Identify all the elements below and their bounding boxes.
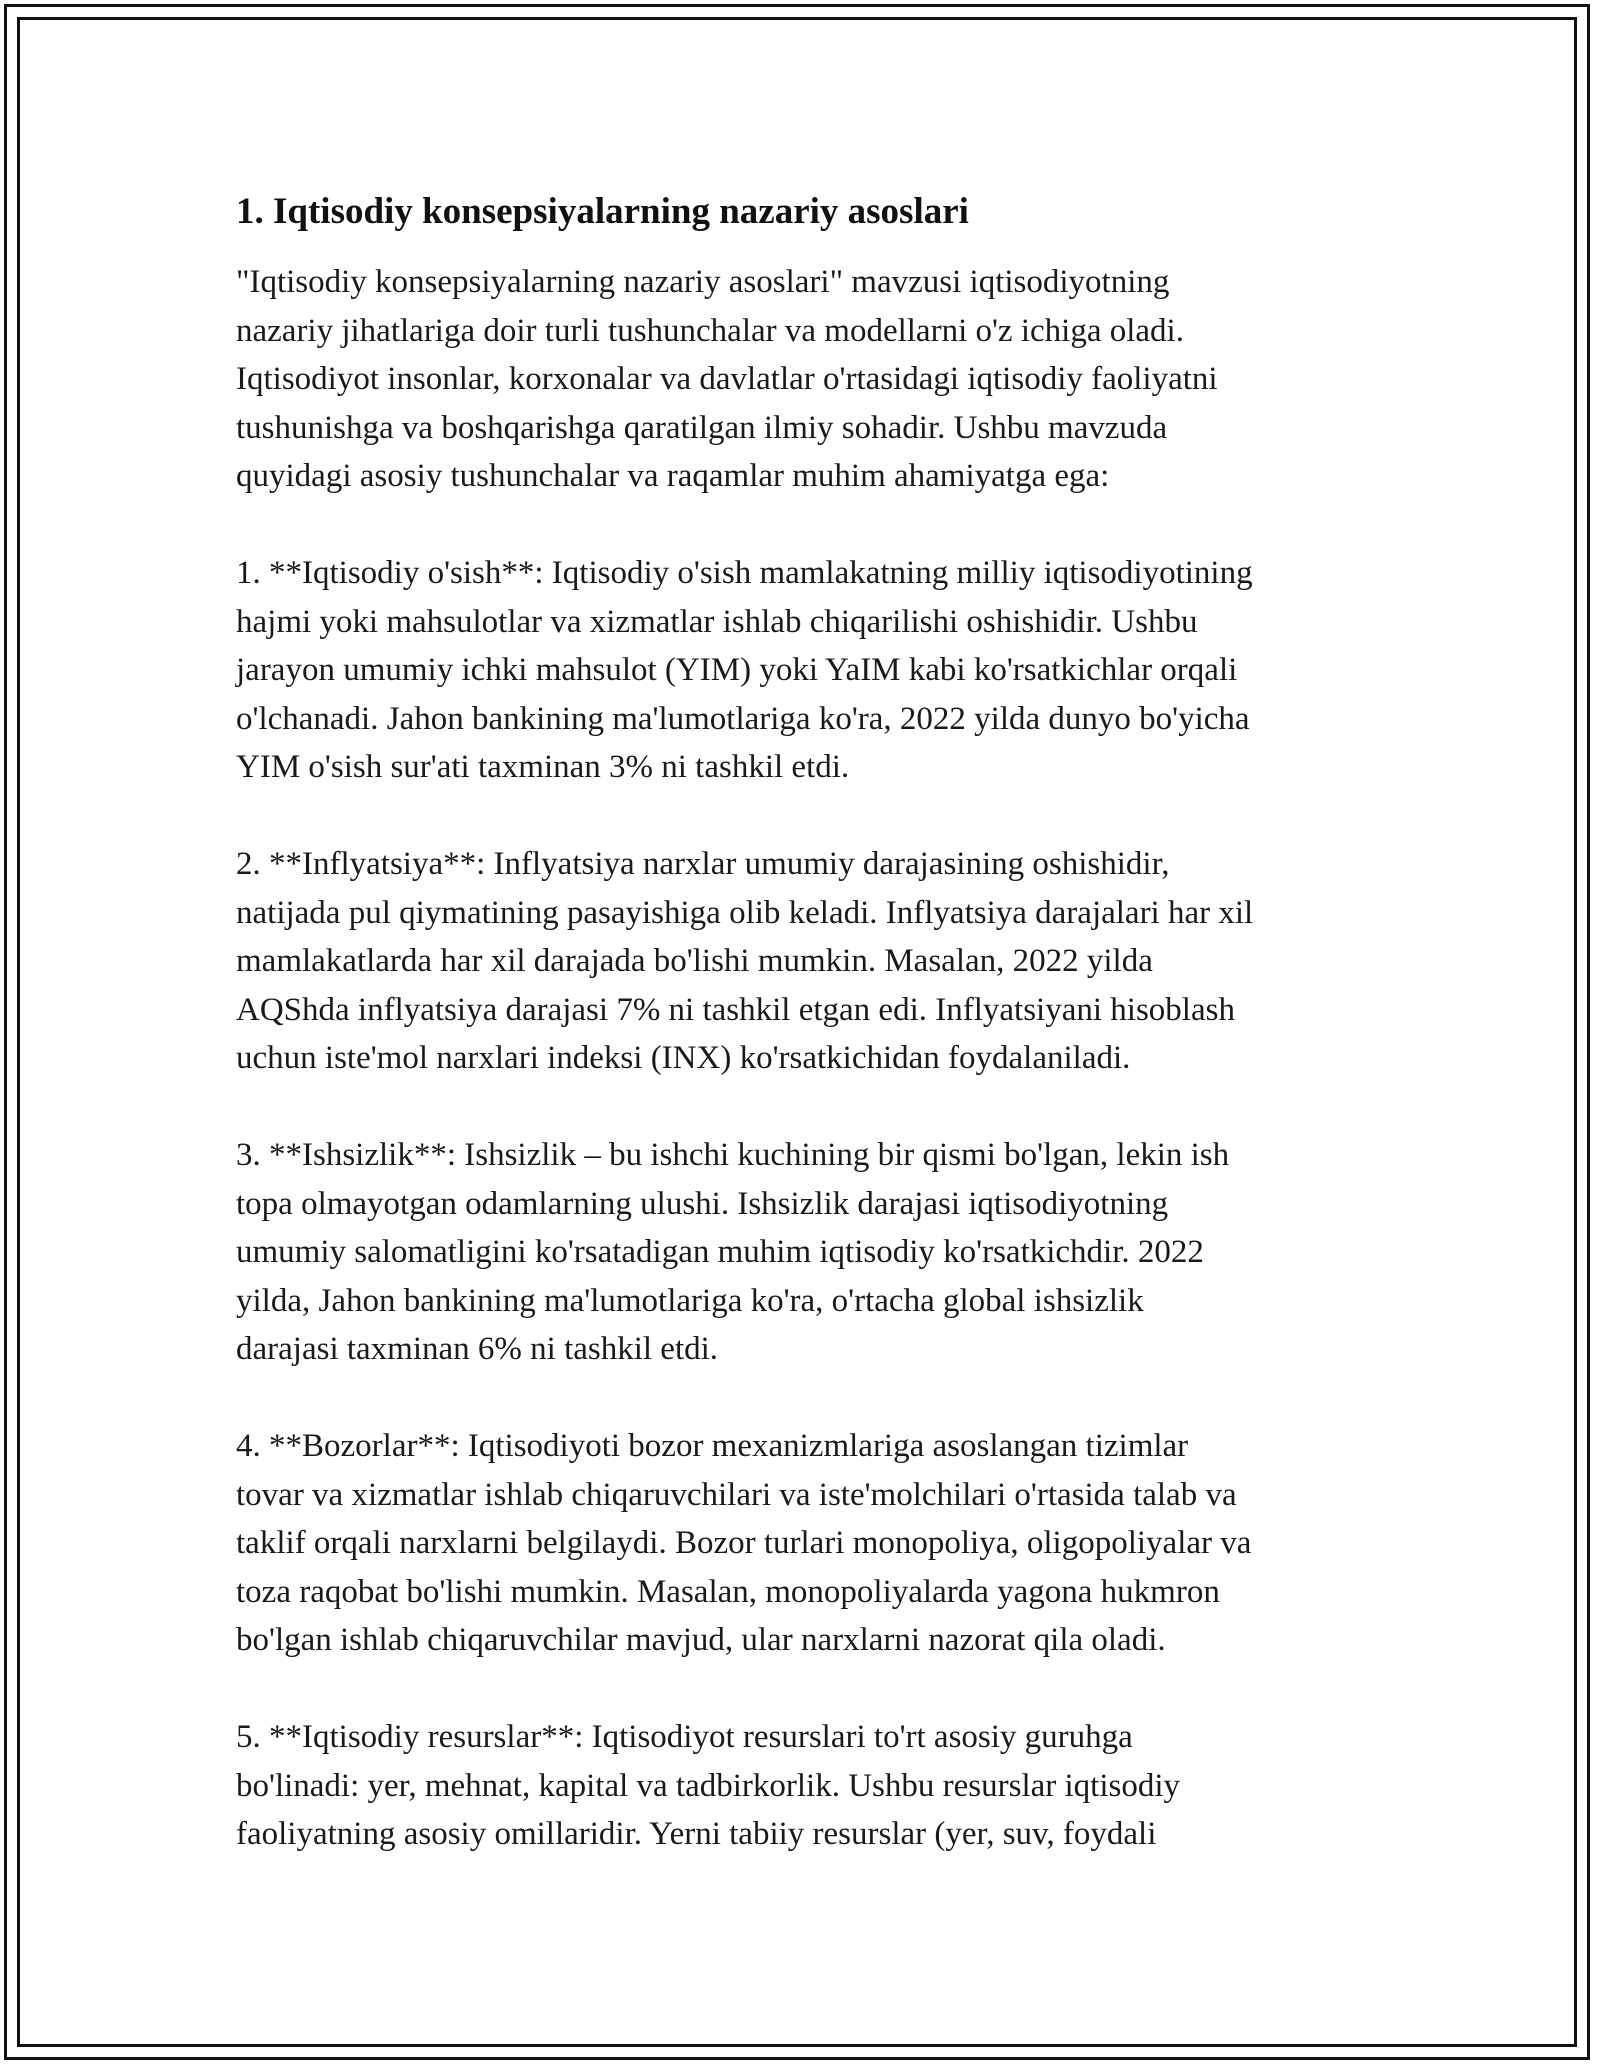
paragraph-intro: "Iqtisodiy konsepsiyalarning nazariy asoslari" mavzusi iqtisodiyotning nazariy jihatlariga doir turli tushunchalar va modellarni o'z ichiga oladi. Iqtisodiyot insonlar, korxonalar va davlatlar o'rtasidagi iqtisodiy faoliyatni tushunishga va boshqarishga qaratilgan ilmiy sohadir. Ushbu mavzuda quyidagi asosiy tushunchalar va raqamlar muhim ahamiyatga ega: [236,264,1218,494]
paragraph-economic-growth: 1. **Iqtisodiy o'sish**: Iqtisodiy o'sish mamlakatning milliy iqtisodiyotining hajmi yoki mahsulotlar va xizmatlar ishlab chiqarilishi oshishidir. Ushbu jarayon umumiy ichki mahsulot (YIM) yoki YaIM kabi ko'rsatkichlar orqali o'lchanadi. Jahon bankining ma'lumotlariga ko'ra, 2022 yilda dunyo bo'yicha YIM o'sish sur'ati taxminan 3% ni tashkil etdi. [236,555,1253,785]
paragraph-inflation: 2. **Inflyatsiya**: Inflyatsiya narxlar umumiy darajasining oshishidir, natijada pul qiymatining pasayishiga olib keladi. Inflyatsiya darajalari har xil mamlakatlarda har xil darajada bo'lishi mumkin. Masalan, 2022 yilda AQShda inflyatsiya darajasi 7% ni tashkil etgan edi. Inflyatsiyani hisoblash uchun iste'mol narxlari indeksi (INX) ko'rsatkichidan foydalaniladi. [236,846,1254,1076]
document-body [236,188,1396,1859]
paragraph-unemployment: 3. **Ishsizlik**: Ishsizlik – bu ishchi kuchining bir qismi bo'lgan, lekin ish topa olmayotgan odamlarning ulushi. Ishsizlik darajasi iqtisodiyotning umumiy salomatligini ko'rsatadigan muhim iqtisodiy ko'rsatkichdir. 2022 yilda, Jahon bankining ma'lumotlariga ko'ra, o'rtacha global ishsizlik darajasi taxminan 6% ni tashkil etdi. [236,1137,1230,1367]
document-title: 1. Iqtisodiy konsepsiyalarning nazariy asoslari [236,191,969,232]
paragraph-markets: 4. **Bozorlar**: Iqtisodiyoti bozor mexanizmlariga asoslangan tizimlar tovar va xizmatlar ishlab chiqaruvchilari va iste'molchilari o'rtasida talab va taklif orqali narxlarni belgilaydi. Bozor turlari monopoliya, oligopoliyalar va toza raqobat bo'lishi mumkin. Masalan, monopoliyalarda yagona hukmron bo'lgan ishlab chiqaruvchilar mavjud, ular narxlarni nazorat qila oladi. [236,1428,1252,1658]
paragraph-economic-resources: 5. **Iqtisodiy resurslar**: Iqtisodiyot resurslari to'rt asosiy guruhga bo'linadi: yer, mehnat, kapital va tadbirkorlik. Ushbu resurslar iqtisodiy faoliyatning asosiy omillaridir. Yerni tabiiy resurslar (yer, suv, foydali [236,1719,1181,1852]
